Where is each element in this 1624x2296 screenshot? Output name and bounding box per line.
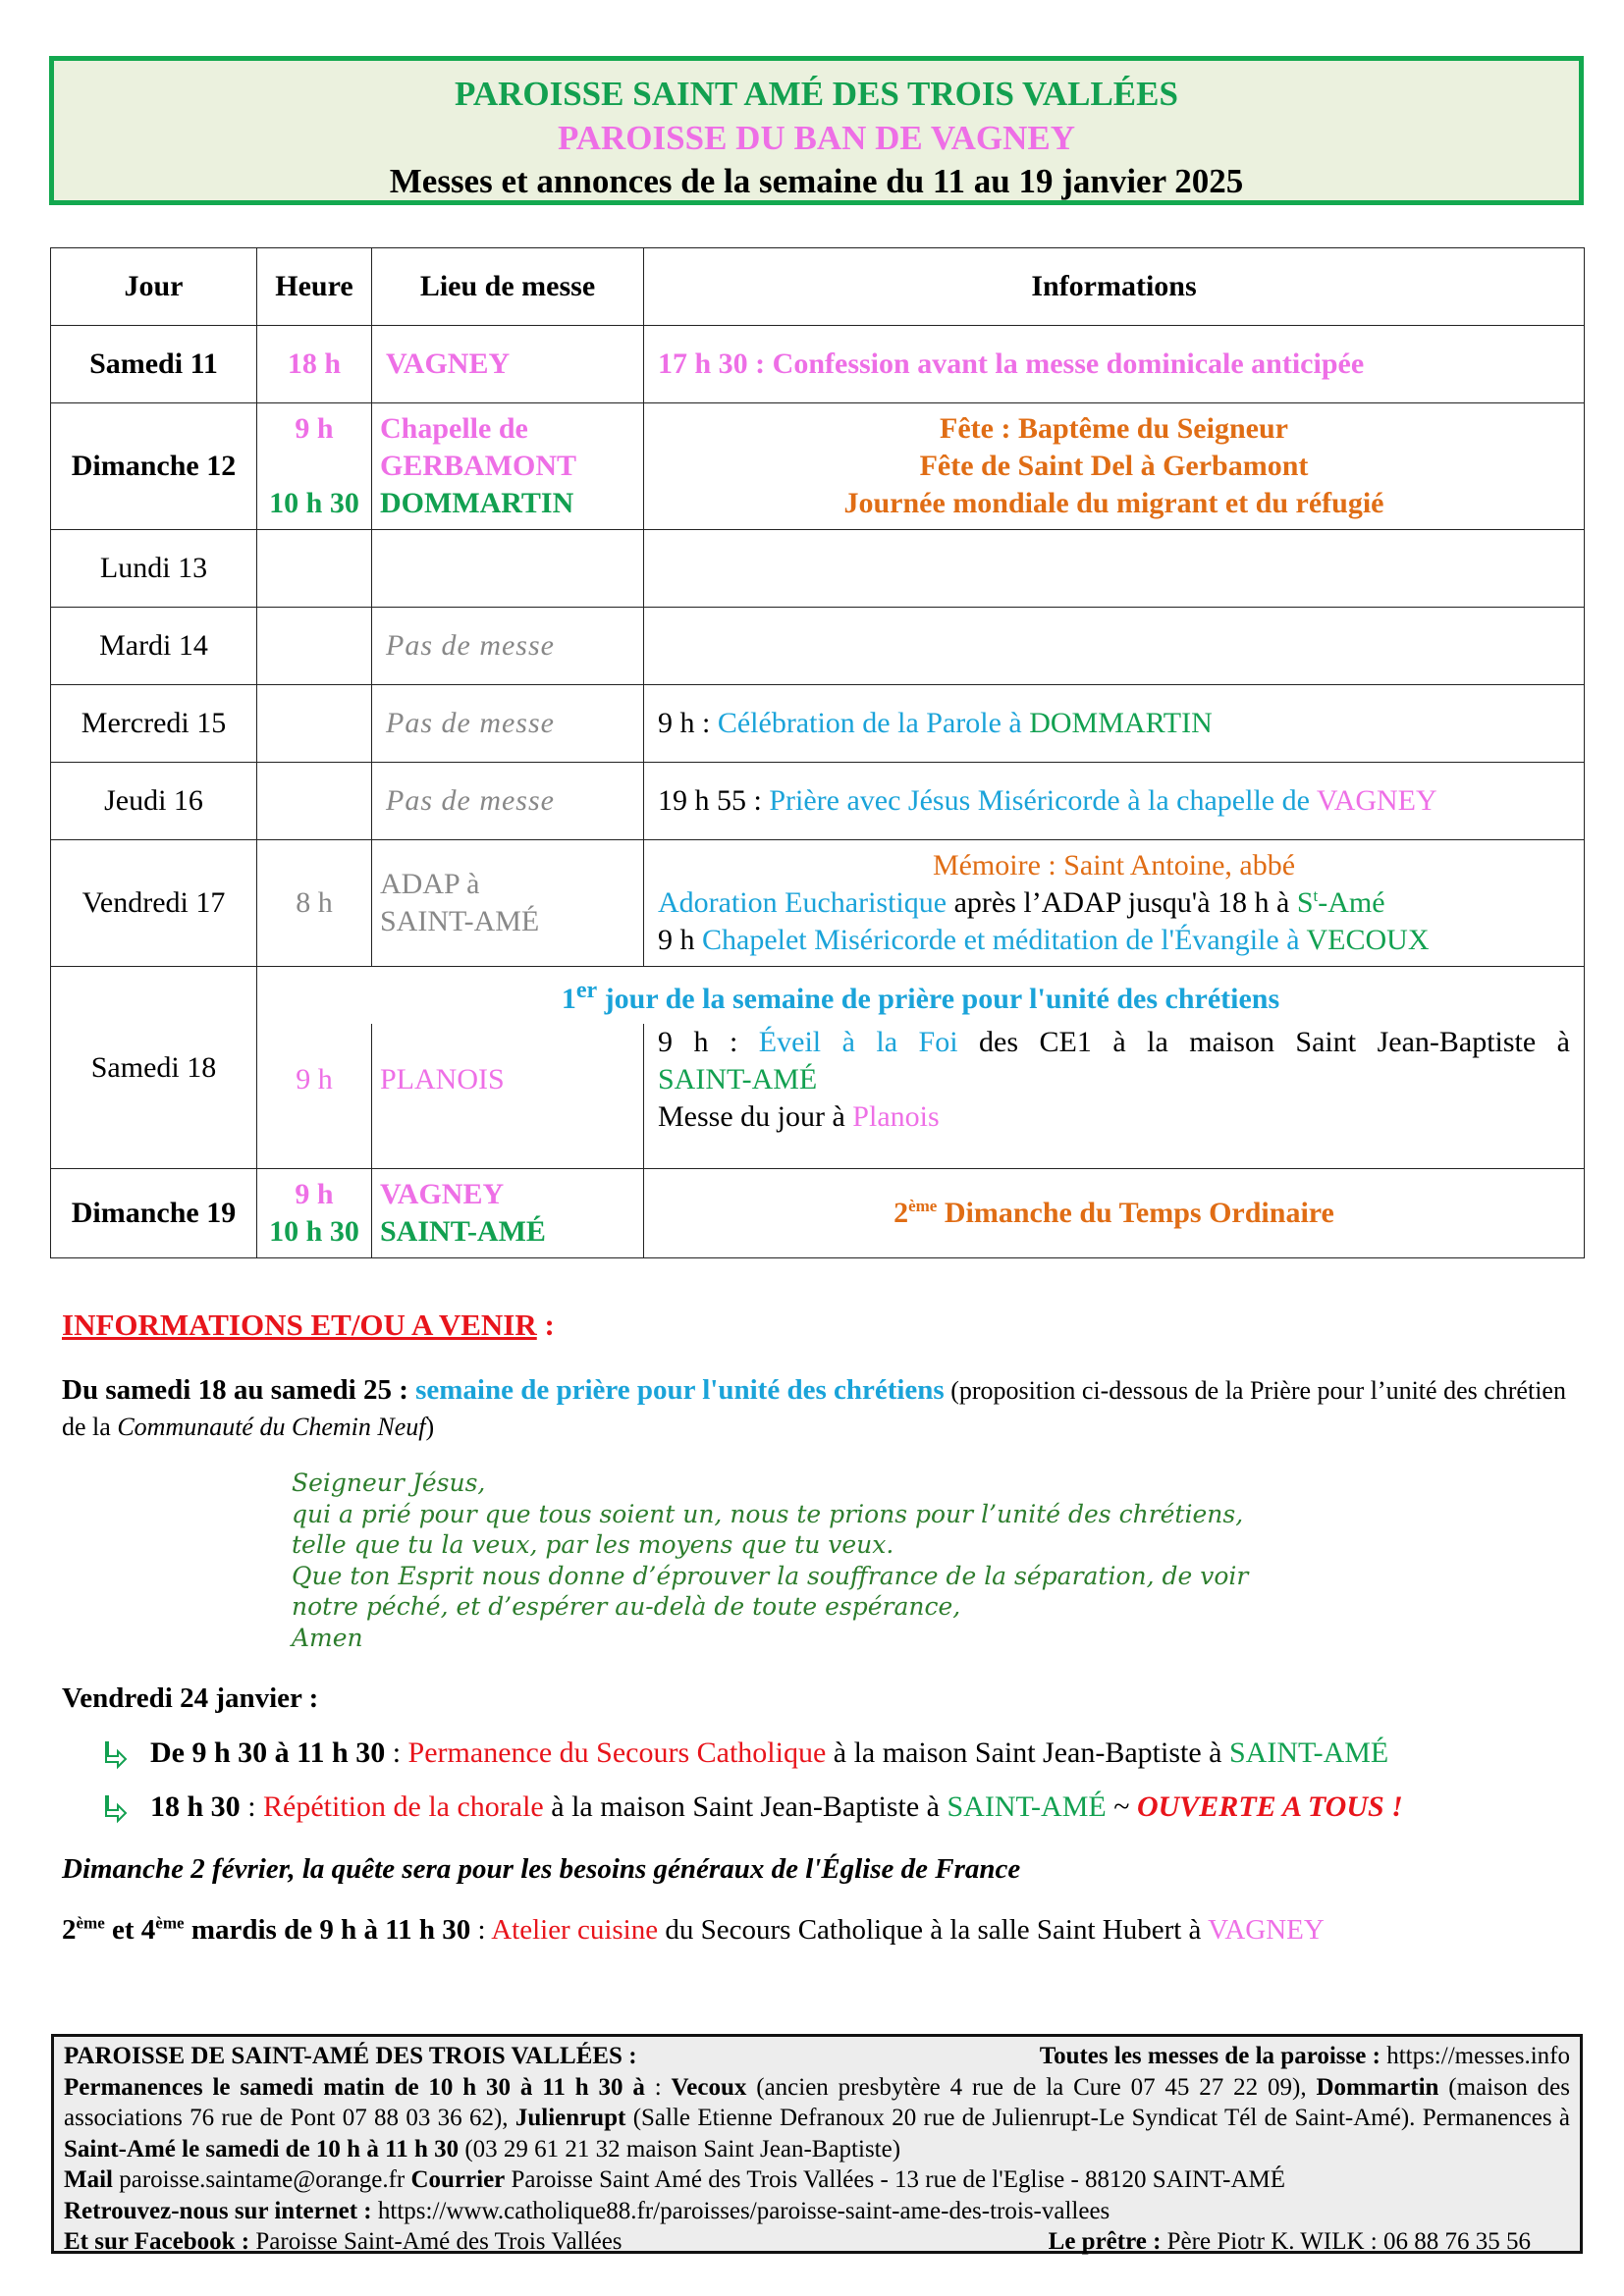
footer-permanences: Permanences le samedi matin de 10 h 30 à 11 h 30 à : Vecoux (ancien presbytère 4 rue de la Cure 07 45 27 22 09), Dommartin (maison des associations 76 rue de Pont 07 88 03 36 62), Julienrupt (Salle Etienne Defranoux 20 rue de Julienrupt-Le Syndicat Tél de Saint-Amé). Permanences à Saint-Amé le samedi de 10 h à 11 h 30 (03 29 61 21 32 maison Saint Jean-Baptiste) bbox=[64, 2073, 1571, 2163]
day-cell: Dimanche 19 bbox=[51, 1169, 257, 1258]
quete-notice: Dimanche 2 février, la quête sera pour les besoins généraux de l'Église de France bbox=[62, 1853, 1021, 1885]
table-row bbox=[51, 1169, 1585, 1258]
time-cell: 9 h bbox=[257, 1024, 372, 1169]
table-header-row bbox=[51, 248, 1585, 326]
table-row bbox=[51, 403, 1585, 530]
info-line: Fête de Saint Del à Gerbamont bbox=[919, 450, 1309, 482]
eveil-line: 9 h : Éveil à la Foi des CE1 à la maison Saint Jean-Baptiste à bbox=[658, 1025, 1570, 1058]
day-cell: Lundi 13 bbox=[51, 530, 257, 608]
footer-contact-box bbox=[51, 2034, 1583, 2254]
messe-line: Messe du jour à Planois bbox=[658, 1099, 940, 1133]
day-cell: Samedi 18 bbox=[51, 967, 257, 1169]
col-header-jour: Jour bbox=[51, 248, 257, 326]
day-cell: Dimanche 12 bbox=[51, 403, 257, 530]
footer-parish: PAROISSE DE SAINT-AMÉ DES TROIS VALLÉES : bbox=[64, 2043, 637, 2069]
day-cell: Vendredi 17 bbox=[51, 840, 257, 967]
day-cell: Jeudi 16 bbox=[51, 763, 257, 840]
info-cell: 2ème Dimanche du Temps Ordinaire bbox=[644, 1169, 1585, 1258]
time-cell bbox=[257, 403, 372, 530]
table-row bbox=[51, 840, 1585, 967]
place-1b: GERBAMONT bbox=[380, 450, 577, 482]
time-cell bbox=[257, 608, 372, 685]
mail-link[interactable]: paroisse.saintame@orange.fr bbox=[113, 2166, 411, 2193]
unity-week-paragraph: Du samedi 18 au samedi 25 : semaine de prière pour l'unité des chrétiens (proposition ci-dessous de la Prière pour l’unité des chrétien de la Communauté du Chemin Neuf) bbox=[62, 1374, 1566, 1441]
website-link[interactable]: https://www.catholique88.fr/paroisses/paroisse-saint-ame-des-trois-vallees bbox=[377, 2197, 1110, 2224]
table-row bbox=[51, 530, 1585, 608]
atelier-notice: 2ème et 4ème mardis de 9 h à 11 h 30 : Atelier cuisine du Secours Catholique à la salle Saint Hubert à VAGNEY bbox=[62, 1913, 1325, 1946]
info-line: Fête : Baptême du Seigneur bbox=[940, 412, 1288, 445]
col-header-informations: Informations bbox=[644, 248, 1585, 326]
adoration-line: Adoration Eucharistique après l’ADAP jusqu'à 18 h à $S^t$-Amé bbox=[658, 886, 1385, 919]
unity-week-banner: 1er jour de la semaine de prière pour l'unité des chrétiens bbox=[257, 967, 1585, 1024]
table-row bbox=[51, 763, 1585, 840]
time-1: 9 h bbox=[295, 412, 334, 445]
info-cell bbox=[644, 530, 1585, 608]
friday-item-2: 18 h 30 : Répétition de la chorale à la maison Saint Jean-Baptiste à SAINT-AMÉ ~ OUVERTE A TOUS ! bbox=[103, 1789, 1403, 1825]
priest-contact: Père Piotr K. WILK : 06 88 76 35 56 bbox=[1166, 2228, 1531, 2255]
day-cell: Mardi 14 bbox=[51, 608, 257, 685]
footer-mail: Mail paroisse.saintame@orange.fr Courrier Paroisse Saint Amé des Trois Vallées - 13 rue de l'Eglise - 88120 SAINT-AMÉ bbox=[64, 2166, 1286, 2193]
info-cell bbox=[644, 840, 1585, 967]
table-row bbox=[51, 326, 1585, 403]
day-cell: Samedi 11 bbox=[51, 326, 257, 403]
prayer-text: Seigneur Jésus, qui a prié pour que tous soient un, nous te prions pour l’unité des chrétiens, telle que tu la veux, par les moyens que tu veux. Que ton Esprit nous donne d’éprouver la souffrance de la séparation, de voir notre péché, et d’espérer au-delà de toute espérance, Amen bbox=[292, 1468, 1249, 1652]
place-cell: VAGNEY SAINT-AMÉ bbox=[372, 1169, 644, 1258]
arrow-bullet-icon bbox=[103, 1740, 129, 1770]
footer-internet: Retrouvez-nous sur internet : https://www.catholique88.fr/paroisses/paroisse-saint-ame-des-trois-vallees bbox=[64, 2197, 1110, 2224]
messes-info-link[interactable]: https://messes.info bbox=[1386, 2043, 1570, 2069]
place-cell bbox=[372, 530, 644, 608]
time-cell bbox=[257, 763, 372, 840]
chapelet-line: 9 h Chapelet Miséricorde et méditation de l'Évangile à VECOUX bbox=[658, 924, 1430, 956]
info-cell bbox=[644, 608, 1585, 685]
informations-heading: INFORMATIONS ET/OU A VENIR : bbox=[62, 1308, 555, 1342]
arrow-bullet-icon bbox=[103, 1794, 129, 1824]
time-cell: 9 h 10 h 30 bbox=[257, 1169, 372, 1258]
header-box bbox=[49, 56, 1584, 205]
time-cell bbox=[257, 685, 372, 763]
parish-title: PAROISSE SAINT AMÉ DES TROIS VALLÉES bbox=[455, 75, 1178, 113]
place-cell: Pas de messe bbox=[372, 608, 644, 685]
place-cell: VAGNEY bbox=[372, 326, 644, 403]
place-cell: ADAP à SAINT-AMÉ bbox=[372, 840, 644, 967]
week-title: Messes et annonces de la semaine du 11 au 19 janvier 2025 bbox=[389, 162, 1244, 200]
info-cell: 19 h 55 : Prière avec Jésus Miséricorde à la chapelle de VAGNEY bbox=[644, 763, 1585, 840]
place-1a: Chapelle de bbox=[380, 412, 528, 445]
place-cell: PLANOIS bbox=[372, 1024, 644, 1169]
footer-row-1 bbox=[64, 2041, 1570, 2072]
table-row bbox=[51, 967, 1585, 1024]
time-cell bbox=[257, 530, 372, 608]
time-2: 10 h 30 bbox=[269, 487, 359, 519]
info-cell: 9 h : Éveil à la Foi des CE1 à la maison Saint Jean-Baptiste à SAINT-AMÉ Messe du jour à Planois bbox=[644, 1024, 1585, 1169]
friday-item-1: De 9 h 30 à 11 h 30 : Permanence du Secours Catholique à la maison Saint Jean-Baptiste à SAINT-AMÉ bbox=[103, 1735, 1388, 1771]
place-cell bbox=[372, 403, 644, 530]
time-cell: 8 h bbox=[257, 840, 372, 967]
facebook-link[interactable]: Paroisse Saint-Amé des Trois Vallées bbox=[255, 2228, 623, 2255]
memoire-line: Mémoire : Saint Antoine, abbé bbox=[932, 849, 1296, 881]
info-cell: 17 h 30 : Confession avant la messe dominicale anticipée bbox=[644, 326, 1585, 403]
info-cell bbox=[644, 403, 1585, 530]
friday-heading: Vendredi 24 janvier : bbox=[62, 1682, 319, 1714]
info-line: Journée mondiale du migrant et du réfugié bbox=[843, 487, 1384, 519]
place-cell: Pas de messe bbox=[372, 685, 644, 763]
col-header-lieu: Lieu de messe bbox=[372, 248, 644, 326]
day-cell: Mercredi 15 bbox=[51, 685, 257, 763]
table-row bbox=[51, 608, 1585, 685]
table-row bbox=[51, 685, 1585, 763]
time-cell: 18 h bbox=[257, 326, 372, 403]
place-cell: Pas de messe bbox=[372, 763, 644, 840]
info-cell: 9 h : Célébration de la Parole à DOMMARTIN bbox=[644, 685, 1585, 763]
footer-row-last: Et sur Facebook : Paroisse Saint-Amé des Trois Vallées Le prêtre : Père Piotr K. WILK : 06 88 76 35 56 bbox=[64, 2228, 1531, 2255]
table-row-sub bbox=[51, 1024, 1585, 1169]
schedule-table bbox=[50, 247, 1585, 1258]
parish-subtitle: PAROISSE DU BAN DE VAGNEY bbox=[557, 119, 1076, 157]
all-masses: Toutes les messes de la paroisse : https://messes.info bbox=[1039, 2043, 1570, 2069]
col-header-heure: Heure bbox=[257, 248, 372, 326]
place-2: DOMMARTIN bbox=[380, 487, 574, 519]
